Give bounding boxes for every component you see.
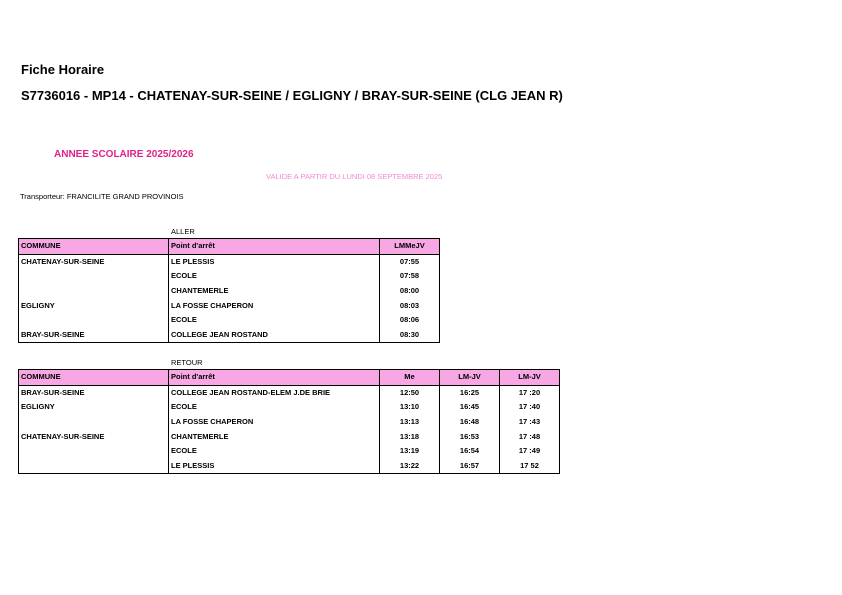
stop-cell: LA FOSSE CHAPERON [169, 298, 380, 313]
col-header-commune: COMMUNE [19, 370, 169, 386]
col-header-days: LM-JV [440, 370, 500, 386]
table-row [19, 313, 440, 328]
commune-cell [19, 313, 169, 328]
table-row [19, 459, 560, 474]
time-cell: 08:06 [380, 313, 440, 328]
table-row [19, 444, 560, 459]
retour-label: RETOUR [171, 358, 203, 367]
col-header-commune: COMMUNE [19, 239, 169, 255]
time-cell: 13:13 [380, 415, 440, 430]
line-title: S7736016 - MP14 - CHATENAY-SUR-SEINE / EGLIGNY / BRAY-SUR-SEINE (CLG JEAN R) [21, 88, 563, 103]
stop-cell: ECOLE [169, 313, 380, 328]
time-cell: 07:55 [380, 254, 440, 269]
col-header-days: Me [380, 370, 440, 386]
time-cell: 08:00 [380, 284, 440, 299]
time-cell: 17 :40 [500, 400, 560, 415]
table-row [19, 254, 440, 269]
stop-cell: ECOLE [169, 400, 380, 415]
commune-cell: BRAY-SUR-SEINE [19, 328, 169, 343]
commune-cell [19, 284, 169, 299]
table-row [19, 328, 440, 343]
table-row [19, 429, 560, 444]
time-cell: 13:10 [380, 400, 440, 415]
time-cell: 16:45 [440, 400, 500, 415]
table-row [19, 269, 440, 284]
stop-cell: LE PLESSIS [169, 254, 380, 269]
page-title: Fiche Horaire [21, 62, 105, 77]
stop-cell: COLLEGE JEAN ROSTAND [169, 328, 380, 343]
time-cell: 08:03 [380, 298, 440, 313]
time-cell: 13:19 [380, 444, 440, 459]
col-header-days: LMMeJV [380, 239, 440, 255]
col-header-stop: Point d'arrêt [169, 370, 380, 386]
stop-cell: ECOLE [169, 269, 380, 284]
valid-from: VALIDE A PARTIR DU LUNDI 08 SEPTEMBRE 2025 [266, 172, 443, 181]
commune-cell: EGLIGNY [19, 400, 169, 415]
time-cell: 08:30 [380, 328, 440, 343]
stop-cell: CHANTEMERLE [169, 429, 380, 444]
carrier: Transporteur: FRANCILITE GRAND PROVINOIS [20, 192, 184, 201]
school-year: ANNEE SCOLAIRE 2025/2026 [54, 149, 194, 160]
commune-cell [19, 444, 169, 459]
time-cell: 17 :20 [500, 385, 560, 400]
aller-table [18, 238, 440, 343]
commune-cell: CHATENAY-SUR-SEINE [19, 254, 169, 269]
table-row [19, 400, 560, 415]
time-cell: 17 :49 [500, 444, 560, 459]
aller-label: ALLER [171, 227, 195, 236]
commune-cell [19, 459, 169, 474]
commune-cell: CHATENAY-SUR-SEINE [19, 429, 169, 444]
retour-table [18, 369, 560, 474]
stop-cell: COLLEGE JEAN ROSTAND-ELEM J.DE BRIE [169, 385, 380, 400]
stop-cell: LA FOSSE CHAPERON [169, 415, 380, 430]
time-cell: 17 :43 [500, 415, 560, 430]
commune-cell [19, 269, 169, 284]
commune-cell [19, 415, 169, 430]
time-cell: 17 52 [500, 459, 560, 474]
table-row [19, 284, 440, 299]
commune-cell: BRAY-SUR-SEINE [19, 385, 169, 400]
time-cell: 16:25 [440, 385, 500, 400]
time-cell: 16:54 [440, 444, 500, 459]
time-cell: 13:22 [380, 459, 440, 474]
commune-cell: EGLIGNY [19, 298, 169, 313]
time-cell: 13:18 [380, 429, 440, 444]
stop-cell: LE PLESSIS [169, 459, 380, 474]
time-cell: 17 :48 [500, 429, 560, 444]
time-cell: 16:53 [440, 429, 500, 444]
table-row [19, 298, 440, 313]
table-row [19, 385, 560, 400]
stop-cell: ECOLE [169, 444, 380, 459]
col-header-days: LM-JV [500, 370, 560, 386]
time-cell: 07:58 [380, 269, 440, 284]
time-cell: 12:50 [380, 385, 440, 400]
col-header-stop: Point d'arrêt [169, 239, 380, 255]
stop-cell: CHANTEMERLE [169, 284, 380, 299]
time-cell: 16:48 [440, 415, 500, 430]
time-cell: 16:57 [440, 459, 500, 474]
table-row [19, 415, 560, 430]
